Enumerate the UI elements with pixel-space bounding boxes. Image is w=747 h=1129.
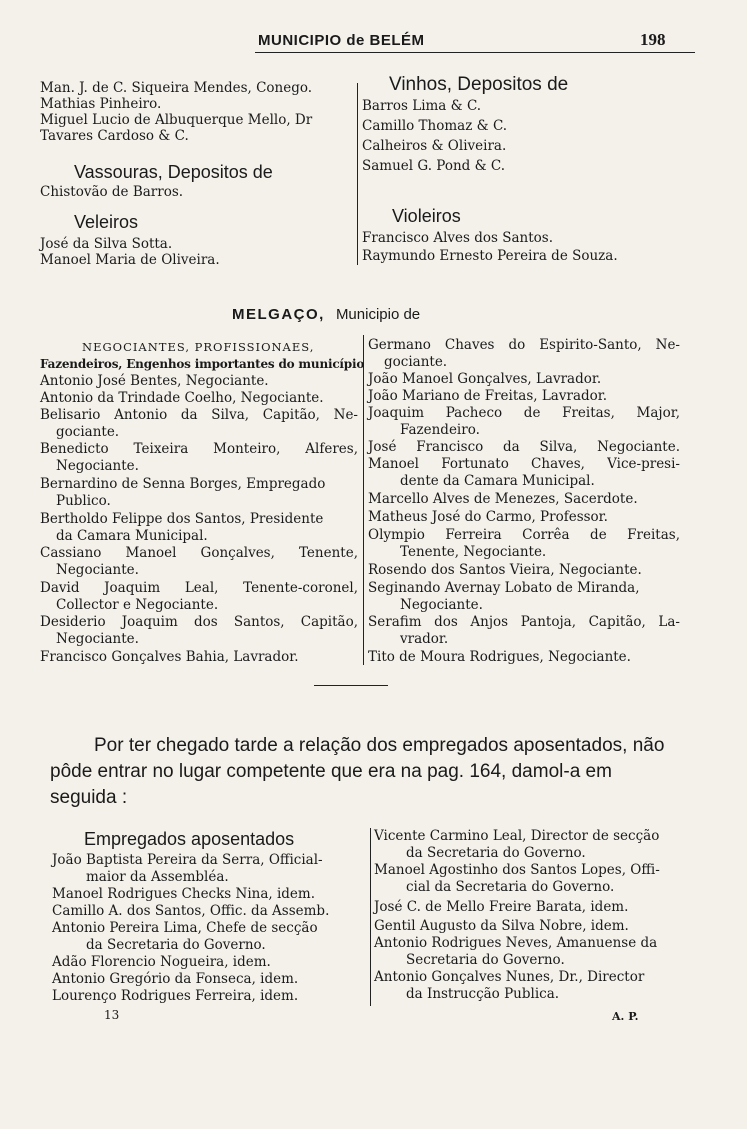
list-item: Man. J. de C. Siqueira Mendes, Conego. [40,80,313,96]
signature-mark: 13 [104,1008,120,1022]
list-item: maior da Assembléa. [86,869,229,885]
list-item: Raymundo Ernesto Pereira de Souza. [362,248,618,264]
belem-column-divider [357,83,358,265]
list-item: Bernardino de Senna Borges, Empregado [40,476,326,492]
list-item: Desiderio Joaquim dos Santos, Capitão, [40,614,358,630]
list-item: Francisco Alves dos Santos. [362,230,554,246]
list-item: José da Silva Sotta. [40,236,173,252]
list-item: Negociante. [56,631,139,647]
list-item: dente da Camara Municipal. [400,473,595,489]
header-rule [255,52,695,53]
notice-line: pôde entrar no lugar competente que era na pag. 164, damol-a em [50,761,612,782]
melgaco-column-divider [363,335,364,665]
list-item: Antonio José Bentes, Negociante. [40,373,269,389]
list-item: Rosendo dos Santos Vieira, Negociante. [368,562,642,578]
list-item: Vicente Carmino Leal, Director de secção [374,828,660,844]
list-item: Cassiano Manoel Gonçalves, Tenente, [40,545,358,561]
section-heading-vinhos: Vinhos, Depositos de [389,74,569,95]
list-item: Bertholdo Felippe dos Santos, Presidente [40,511,324,527]
section-heading-violeiros: Violeiros [392,206,461,226]
list-item: José C. de Mello Freire Barata, idem. [374,899,629,915]
printer-initials: A. P. [612,1010,639,1023]
list-item: Tavares Cardoso & C. [40,128,189,144]
list-item: Joaquim Pacheco de Freitas, Major, [368,405,680,421]
list-item: João Manoel Gonçalves, Lavrador. [368,371,602,387]
list-item: João Mariano de Freitas, Lavrador. [368,388,608,404]
list-item: Secretaria do Governo. [406,952,565,968]
notice-line: Por ter chegado tarde a relação dos empregados aposentados, não [94,735,665,756]
list-item: Tito de Moura Rodrigues, Negociante. [368,649,631,665]
list-item: Calheiros & Oliveira. [362,138,507,154]
municipality-name: MELGAÇO, [232,306,325,323]
aposentados-column-divider [370,828,371,1006]
list-item: Benedicto Teixeira Monteiro, Alferes, [40,441,358,457]
list-item: Antonio Gregório da Fonseca, idem. [52,971,299,987]
section-divider-rule [314,685,388,686]
list-item: Antonio Gonçalves Nunes, Dr., Director [374,969,645,985]
list-item: Manoel Rodrigues Checks Nina, idem. [52,886,316,902]
municipality-subtitle: Municipio de [335,306,421,323]
list-item: Manoel Fortunato Chaves, Vice-presi- [368,456,680,472]
list-item: vrador. [400,631,449,647]
list-item: Miguel Lucio de Albuquerque Mello, Dr [40,112,313,128]
list-item: Belisario Antonio da Silva, Capitão, Ne- [40,407,358,423]
category-label-2: Fazendeiros, Engenhos importantes do município [40,357,365,371]
list-item: David Joaquim Leal, Tenente-coronel, [40,580,358,596]
list-item: Manoel Maria de Oliveira. [40,252,220,268]
category-label: NEGOCIANTES, PROFISSIONAES, [82,340,315,354]
list-item: Adão Florencio Nogueira, idem. [52,954,271,970]
list-item: da Secretaria do Governo. [406,845,586,861]
list-item: Germano Chaves do Espirito-Santo, Ne- [368,337,680,353]
page-number: 198 [640,30,666,49]
list-item: José Francisco da Silva, Negociante. [368,439,680,455]
section-heading-vassouras: Vassouras, Depositos de [74,162,273,182]
section-heading-aposentados: Empregados aposentados [84,829,295,849]
list-item: Matheus José do Carmo, Professor. [368,509,608,525]
list-item: Chistovão de Barros. [40,184,184,200]
list-item: Olympio Ferreira Corrêa de Freitas, [368,527,680,543]
list-item: Antonio Rodrigues Neves, Amanuense da [374,935,658,951]
list-item: da Instrucção Publica. [406,986,560,1002]
list-item: Antonio da Trindade Coelho, Negociante. [40,390,324,406]
list-item: Publico. [56,493,111,509]
list-item: Marcello Alves de Menezes, Sacerdote. [368,491,638,507]
list-item: Seginando Avernay Lobato de Miranda, [368,580,640,596]
list-item: Gentil Augusto da Silva Nobre, idem. [374,918,629,934]
running-header [0,0,747,60]
list-item: Tenente, Negociante. [400,544,547,560]
notice-line: seguida : [50,787,128,808]
list-item: Fazendeiro. [400,422,480,438]
list-item: Camillo A. dos Santos, Offic. da Assemb. [52,903,330,919]
list-item: cial da Secretaria do Governo. [406,879,615,895]
list-item: Camillo Thomaz & C. [362,118,508,134]
section-heading-veleiros: Veleiros [74,212,139,232]
list-item: João Baptista Pereira da Serra, Official- [52,852,323,868]
list-item: Serafim dos Anjos Pantoja, Capitão, La- [368,614,680,630]
list-item: Negociante. [56,562,139,578]
list-item: Barros Lima & C. [362,98,482,114]
list-item: gociante. [384,354,448,370]
list-item: Samuel G. Pond & C. [362,158,506,174]
list-item: gociante. [56,424,120,440]
list-item: Lourenço Rodrigues Ferreira, idem. [52,988,299,1004]
list-item: da Camara Municipal. [56,528,208,544]
list-item: Manoel Agostinho dos Santos Lopes, Offi- [374,862,660,878]
list-item: Francisco Gonçalves Bahia, Lavrador. [40,649,299,665]
list-item: da Secretaria do Governo. [86,937,266,953]
header-title: MUNICIPIO de BELÉM [258,32,425,49]
municipality-title [232,304,420,323]
list-item: Negociante. [56,458,139,474]
list-item: Mathias Pinheiro. [40,96,162,112]
list-item: Collector e Negociante. [56,597,219,613]
list-item: Negociante. [400,597,483,613]
list-item: Antonio Pereira Lima, Chefe de secção [52,920,318,936]
